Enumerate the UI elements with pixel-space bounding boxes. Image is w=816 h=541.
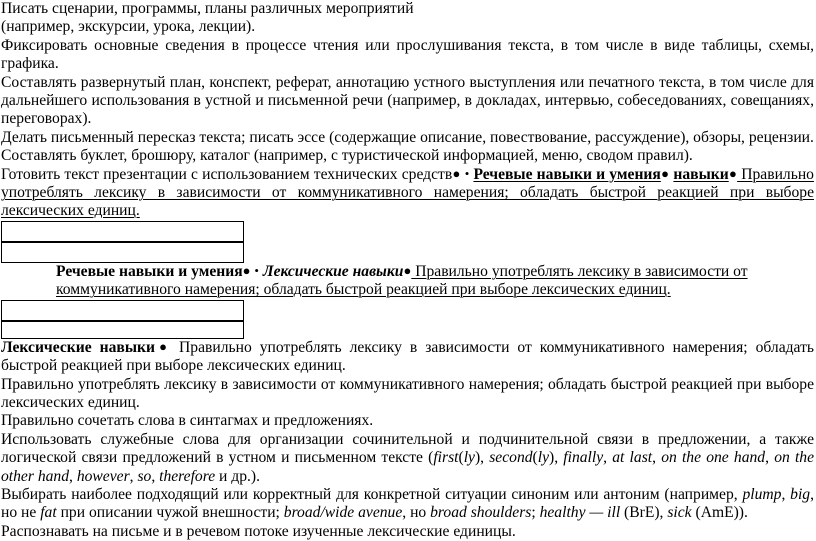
bullet-icon: ● [403,262,412,278]
paragraph-lexical-skills [1,339,814,376]
bullet-icon: • [254,262,259,278]
paragraph-speech-skills [1,263,814,300]
text-lexicon-usage: Правильно употреблять лексику в зависимости от коммуникативного намерения; обладать быстрой реакцией при выборе лексических единиц. [1,338,814,375]
paragraph-lexicon-usage: Правильно употреблять лексику в зависимости от коммуникативного намерения; обладать быстрой реакцией при выборе лексических единиц. [1,375,814,411]
bullet-icon: ● [660,165,670,181]
heading-lexical-skills: Лексические навыки [1,338,155,356]
paragraph-synonyms: Выбирать наиболее подходящий или корректный для конкретной ситуации синоним или антоним (например, plump, big, но не fat при описании чужой внешности; broad/wide avenue, но broad shoulders; healthy — ill (BrE), sick (AmE)). [1,485,815,522]
paragraph-record-info: Фиксировать основные сведения в процессе чтения или прослушивания текста, в том числе в виде таблицы, схемы, графика. [1,36,814,73]
heading-lexical-skills: Лексические навыки [262,262,404,280]
text-lexicon-usage: Правильно употреблять лексику в зависимости от коммуникативного намерения; обладать быстрой реакцией при выборе лексических единиц. [1,165,814,220]
paragraph-function-words: Использовать служебные слова для организации сочинительной и подчинительной связи в предложении, а также логической связи предложений в устном и письменном тексте (first(ly), second(ly), finally, at last, on the one hand, on the other hand, however, so, therefore и др.). [1,430,815,485]
empty-box [1,221,244,242]
paragraph-presentation [1,166,814,221]
empty-box [1,300,244,321]
paragraph-recognize: Распознавать на письме и в речевом потоке изученные лексические единицы. [1,522,516,540]
bullet-icon: ● [242,262,251,278]
document-page [1,0,814,541]
text-lexicon-usage: Правильно употреблять лексику в зависимости от коммуникативного намерения; обладать быстрой реакцией при выборе лексических единиц. [56,262,748,299]
heading-speech-skills: Речевые навыки и умения [473,165,661,183]
heading-speech-skills: Речевые навыки и умения [56,262,243,280]
empty-box [1,321,244,339]
bullet-icon: • [464,165,470,181]
paragraph-plan: Составлять развернутый план, конспект, реферат, аннотацию устного выступления или печатного текста, в том числе для дальнейшего использования в устной и письменной речи (например, в докладах, интервью, собеседованиях, совещаниях, переговорах). [1,73,814,128]
text-scenarios: Писать сценарии, программы, планы различных мероприятий [1,0,414,17]
bullet-icon: ● [155,338,172,354]
paragraph-booklet: Составлять буклет, брошюру, каталог (например, с туристической информацией, меню, сводом правил). [1,147,693,165]
paragraph-scenarios [1,0,814,37]
paragraph-collocations: Правильно сочетать слова в синтагмах и предложениях. [1,412,374,430]
empty-box [1,242,244,263]
text-scenarios-examples: (например, экскурсии, урока, лекции). [1,18,256,36]
heading-skills: навыки [673,165,729,183]
paragraph-retelling: Делать письменный пересказ текста; писать эссе (содержащие описание, повествование, рассуждение), обзоры, рецензии. [1,128,814,146]
bullet-icon: ● [452,165,461,181]
text-presentation: Готовить текст презентации с использованием технических средств [1,165,453,183]
bullet-icon: ● [728,165,738,181]
